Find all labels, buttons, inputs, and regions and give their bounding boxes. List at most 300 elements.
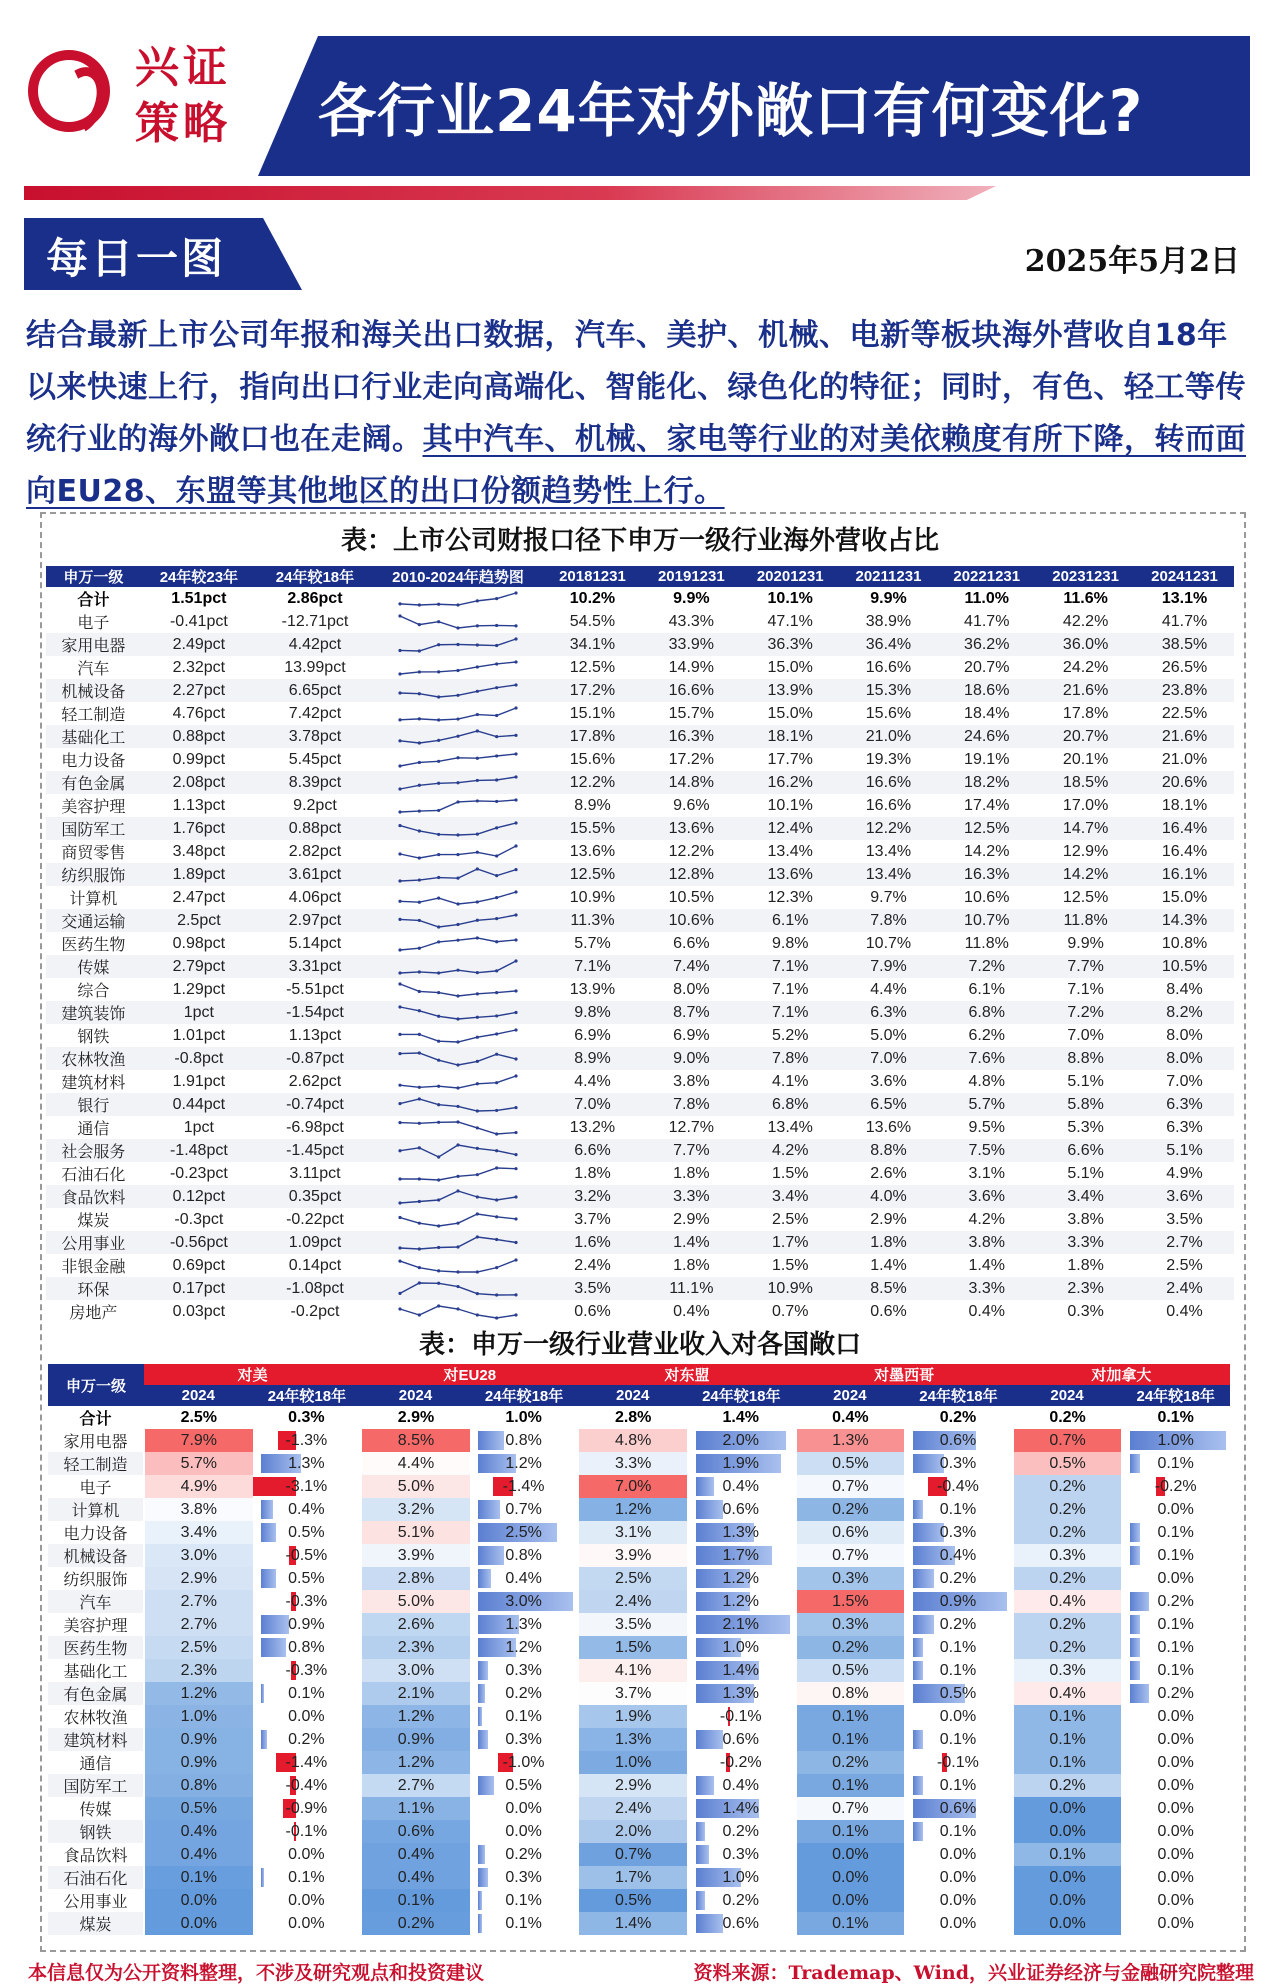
exposure-2024 [144,1682,253,1705]
sparkline-point [418,783,421,786]
sparkline-svg [398,706,518,722]
year-value: 9.6% [673,796,710,814]
trend-sparkline [373,587,543,610]
page-title: 各行业24年对外敞口有何变化? [318,77,1144,145]
change-vs-18-value: 1.0% [722,1638,759,1656]
table-row [48,1682,1230,1705]
exposure-2024-value: 0.2% [832,1638,869,1656]
exposure-2024-value: 2.9% [397,1408,435,1426]
change-vs-18-value: 0.0% [1157,1569,1194,1587]
change-vs-18-value: 0.1% [1157,1661,1194,1679]
change-vs-18-value: 0.0% [288,1914,325,1932]
exposure-2024-value: 0.1% [397,1891,435,1909]
change-vs-18: 2.62pct [288,1072,342,1090]
sparkline-svg [398,1120,518,1136]
year-value: 6.8% [937,1001,1036,1024]
change-bar [478,1546,503,1565]
exposure-2024-value: 0.2% [1049,1523,1086,1541]
year-value: 2.6% [870,1164,907,1182]
industry-name: 电力设备 [63,1526,128,1543]
trend-sparkline [373,656,543,679]
sparkline-svg [398,913,518,929]
exposure-2024 [144,1475,253,1498]
exposure-2024 [578,1521,687,1544]
table1-header-row [46,566,1234,587]
change-bar [696,1822,705,1841]
exposure-2024-value: 0.6% [397,1822,435,1840]
sparkline-point [437,1039,440,1042]
exposure-2024 [144,1889,253,1912]
sparkline-point [476,918,479,921]
sparkline-point [476,1195,479,1198]
exposure-2024 [1013,1889,1122,1912]
exposure-2024 [361,1843,470,1866]
sparkline-point [476,936,479,939]
table-row [46,909,1234,932]
year-value: 10.1% [767,589,813,607]
trend-sparkline [373,1070,543,1093]
change-vs-18: -6.98pct [286,1118,344,1136]
change-vs-23: 1.29pct [172,980,226,998]
sparkline-svg [398,729,518,745]
table-row [48,1521,1230,1544]
exposure-2024-value: 0.1% [832,1776,869,1794]
sparkline-point [514,821,517,824]
exposure-2024-value: 2.3% [180,1661,218,1679]
industry-name: 轻工制造 [61,707,126,724]
sparkline-point [514,1167,517,1170]
sparkline-line [400,823,516,835]
sparkline-point [418,1051,421,1054]
trend-sparkline [373,794,543,817]
year-value: 7.0% [543,1093,642,1116]
exposure-2024-value: 2.7% [397,1776,435,1794]
change-vs-18 [904,1452,1013,1475]
exposure-2024-value: 0.9% [180,1753,218,1771]
change-vs-18-value: 0.2% [722,1891,759,1909]
exposure-2024-value: 0.0% [1049,1914,1086,1932]
change-vs-23: 2.27pct [141,679,257,702]
year-value: 13.6% [741,863,840,886]
change-vs-18-value: 0.1% [939,1822,977,1840]
change-vs-18 [470,1475,579,1498]
exposure-2024 [578,1636,687,1659]
exposure-2024 [578,1406,687,1429]
sparkline-svg [398,1258,518,1274]
year-value: 5.1% [1135,1139,1234,1162]
exposure-2024 [144,1636,253,1659]
change-vs-18 [904,1613,1013,1636]
sub-header: 24年较18年 [253,1385,362,1406]
publish-date: 2025年5月2日 [1024,244,1240,279]
exposure-2024-value: 0.5% [614,1891,652,1909]
year-value: 10.6% [642,909,741,932]
sparkline-point [437,602,440,605]
exposure-2024 [1013,1705,1122,1728]
change-vs-18 [904,1636,1013,1659]
header [0,0,1280,190]
change-vs-18-value: -0.1% [285,1822,328,1840]
sparkline-point [456,800,459,803]
sparkline-point [514,1010,517,1013]
sparkline-point [456,717,459,720]
sparkline-point [495,1149,498,1152]
exposure-2024 [361,1659,470,1682]
exposure-2024-value: 0.4% [180,1845,218,1863]
year-value: 11.8% [964,934,1009,952]
exposure-2024 [144,1705,253,1728]
sparkline-point [514,1313,517,1316]
year-value: 34.1% [543,633,642,656]
change-vs-18-value: 0.0% [1157,1845,1194,1863]
year-value: 13.2% [569,1118,616,1136]
change-vs-18-value: -0.2% [719,1753,762,1771]
exposure-2024 [796,1774,905,1797]
exposure-2024 [578,1498,687,1521]
industry-name: 石油石化 [48,1866,144,1889]
change-vs-18: 0.35pct [257,1185,373,1208]
sparkline-point [456,1307,459,1310]
sparkline-point [495,1032,498,1035]
industry-name: 汽车 [77,661,110,678]
trend-sparkline [373,1024,543,1047]
change-vs-18 [1121,1912,1230,1935]
change-vs-18-value: 0.0% [1157,1500,1194,1518]
exposure-2024 [796,1590,905,1613]
sparkline-point [437,896,440,899]
year-value: 12.5% [569,658,616,676]
year-value: 41.7% [964,612,1010,630]
sparkline-point [398,1307,401,1310]
change-vs-18-value: 1.3% [505,1615,542,1633]
change-bar [1130,1615,1140,1634]
exposure-2024 [578,1544,687,1567]
change-vs-18 [470,1544,579,1567]
exposure-2024 [578,1866,687,1889]
change-vs-18 [1121,1567,1230,1590]
exposure-2024 [578,1452,687,1475]
exposure-2024-value: 0.3% [1049,1661,1086,1679]
table-row [48,1567,1230,1590]
change-bar [1130,1661,1140,1680]
change-vs-23: 2.47pct [172,888,226,906]
header-divider [24,186,996,200]
exposure-2024 [796,1820,905,1843]
table-row [46,587,1234,610]
exposure-2024-value: 2.9% [614,1776,652,1794]
change-vs-18 [1121,1751,1230,1774]
sparkline-svg [398,637,518,653]
sparkline-point [456,968,459,971]
industry-name: 机械设备 [48,1544,144,1567]
exposure-2024 [796,1705,905,1728]
table-row [48,1728,1230,1751]
data-source: 资料来源：Trademap、Wind，兴业证券经济与金融研究院整理 [693,1962,1254,1984]
trend-sparkline [373,610,543,633]
sparkline-svg [398,660,518,676]
change-vs-23: 1.13pct [172,796,226,814]
year-value: 17.2% [543,679,642,702]
sparkline-point [418,1009,421,1012]
sparkline-point [514,637,517,640]
change-vs-18 [687,1705,796,1728]
exposure-2024 [144,1544,253,1567]
year-value: 15.0% [767,658,813,676]
sparkline-line [400,1122,516,1134]
change-vs-18-value: 0.1% [939,1730,977,1748]
exposure-2024-value: 4.9% [180,1477,218,1495]
change-vs-18 [470,1705,579,1728]
industry-name: 家用电器 [63,1434,128,1451]
exposure-2024 [144,1590,253,1613]
change-vs-18 [470,1866,579,1889]
year-value: 15.0% [1161,888,1208,906]
year-value: 17.7% [767,750,813,768]
sparkline-point [495,643,498,646]
year-value: 6.1% [968,980,1005,998]
exposure-2024 [1013,1797,1122,1820]
change-bar [478,1661,487,1680]
trend-sparkline [373,771,543,794]
year-value: 36.3% [741,633,840,656]
change-vs-18-value: -0.2% [1154,1477,1197,1495]
exposure-2024-value: 3.8% [180,1500,218,1518]
change-bar [478,1684,484,1703]
sparkline-point [495,597,498,600]
year-value: 5.2% [771,1026,809,1044]
exposure-2024-value: 0.0% [1049,1891,1086,1909]
industry-name: 美容护理 [61,799,126,816]
sparkline-point [476,1146,479,1149]
sparkline-point [456,922,459,925]
exposure-2024 [796,1498,905,1521]
sparkline-line [400,1053,516,1065]
change-vs-18-value: 0.1% [1157,1546,1194,1564]
year-value: 5.7% [937,1093,1036,1116]
change-bar [1130,1523,1140,1542]
exposure-2024 [796,1452,905,1475]
sparkline-point [418,946,421,949]
sparkline-point [418,809,421,812]
change-vs-18 [470,1889,579,1912]
sparkline-point [495,874,498,877]
change-vs-18 [1121,1613,1230,1636]
change-vs-23: 1.91pct [172,1072,226,1090]
sparkline-point [418,670,421,673]
industry-name: 电子 [77,615,110,632]
industry-name: 钢铁 [77,1029,110,1046]
year-value: 17.8% [1062,704,1109,722]
year-value: 3.6% [937,1185,1036,1208]
year-value: 8.9% [574,796,611,814]
trend-sparkline [373,725,543,748]
table-row [46,817,1234,840]
year-value: 8.0% [1135,1047,1234,1070]
sparkline-point [495,896,498,899]
table-row [46,1162,1234,1185]
exposure-2024-value: 1.9% [614,1707,652,1725]
sparkline-point [418,1032,421,1035]
year-value: 4.4% [574,1072,611,1090]
exposure-2024 [796,1429,905,1452]
exposure-2024 [361,1774,470,1797]
change-vs-18-value: 0.0% [939,1914,977,1932]
change-vs-18-value: 1.3% [722,1523,759,1541]
sparkline-point [398,917,401,920]
year-value: 1.8% [840,1231,938,1254]
sub-header: 24年较18年 [470,1385,579,1406]
sparkline-point [495,778,498,781]
change-bar [261,1523,276,1542]
exposure-2024-value: 2.6% [397,1615,435,1633]
year-value: 19.1% [964,750,1010,768]
change-vs-18 [1121,1475,1230,1498]
change-vs-18-value: 0.1% [1157,1408,1194,1426]
exposure-2024-value: 2.3% [397,1638,435,1656]
exposure-2024 [796,1889,905,1912]
year-value: 13.1% [1161,589,1208,607]
year-value: 13.4% [767,842,813,860]
exposure-2024 [1013,1682,1122,1705]
industry-name: 农林牧渔 [46,1047,141,1070]
change-vs-18 [1121,1682,1230,1705]
sparkline-point [476,729,479,732]
exposure-2024-value: 3.2% [397,1500,435,1518]
sparkline-svg [398,1051,518,1067]
year-value: 11.8% [1036,909,1135,932]
change-vs-23: -0.8pct [141,1047,257,1070]
sparkline-point [495,799,498,802]
sparkline-point [476,1235,479,1238]
change-vs-23: 2.08pct [141,771,257,794]
exposure-2024-value: 2.9% [180,1569,218,1587]
year-value: 6.3% [1166,1118,1203,1136]
year-value: 5.3% [1067,1118,1104,1136]
exposure-2024-value: 0.3% [832,1615,869,1633]
industry-name: 家用电器 [46,633,141,656]
sparkline-point [437,875,440,878]
exposure-2024 [144,1912,253,1935]
change-vs-18-value: 1.2% [505,1454,542,1472]
change-vs-18-value: 0.9% [939,1592,977,1610]
change-vs-18: -0.87pct [257,1047,373,1070]
table-row [46,1139,1234,1162]
sparkline-point [437,1198,440,1201]
year-value: 36.0% [1036,633,1135,656]
change-vs-18: 7.42pct [288,704,342,722]
exposure-2024-value: 0.2% [832,1500,869,1518]
year-value: 17.4% [964,796,1010,814]
industry-name: 公用事业 [63,1894,128,1911]
change-bar [478,1431,503,1450]
exposure-2024-value: 5.7% [180,1454,218,1472]
year-value: 13.4% [767,1118,813,1136]
sparkline-point [495,826,498,829]
exposure-2024-value: 2.5% [614,1569,652,1587]
year-value: 10.9% [569,888,616,906]
change-vs-18-value: 0.0% [939,1868,977,1886]
change-vs-18-value: 0.1% [288,1684,325,1702]
industry-name: 国防军工 [46,817,141,840]
year-value: 18.6% [937,679,1036,702]
year-value: 1.7% [741,1231,840,1254]
year-value: 42.2% [1062,612,1109,630]
year-value: 7.9% [840,955,938,978]
table-row [48,1774,1230,1797]
sparkline-point [476,1173,479,1176]
sparkline-svg [398,1304,518,1320]
exposure-2024-value: 0.2% [1049,1477,1086,1495]
exposure-2024 [144,1820,253,1843]
year-value: 8.7% [642,1001,741,1024]
exposure-2024-value: 4.8% [614,1431,652,1449]
country-exposure-table [48,1364,1230,1935]
change-bar [478,1845,484,1864]
sparkline-point [495,940,498,943]
change-vs-18-value: 0.1% [1157,1615,1194,1633]
sparkline-svg [398,1097,518,1113]
change-vs-18-value: 3.0% [505,1592,542,1610]
sparkline-point [418,829,421,832]
change-vs-18 [253,1866,362,1889]
exposure-2024-value: 1.7% [614,1868,652,1886]
exposure-2024-value: 0.0% [832,1891,869,1909]
change-bar [1130,1638,1140,1657]
sparkline-point [456,693,459,696]
year-value: 9.5% [968,1118,1005,1136]
exposure-2024-value: 0.1% [180,1868,218,1886]
exposure-2024 [361,1567,470,1590]
table1-col-header: 20221231 [937,566,1036,587]
sparkline-point [437,925,440,928]
year-value: 3.3% [642,1185,741,1208]
year-value: 22.5% [1161,704,1208,722]
change-vs-18-value: 0.6% [722,1500,759,1518]
change-vs-18-value: 0.2% [939,1615,977,1633]
change-vs-23: 2.32pct [172,658,226,676]
table1-col-header: 20181231 [543,566,642,587]
exposure-2024 [578,1889,687,1912]
change-vs-18: 6.65pct [257,679,373,702]
change-vs-18 [470,1751,579,1774]
exposure-2024 [361,1613,470,1636]
table-row [46,1254,1234,1277]
change-vs-18-value: 0.6% [722,1730,759,1748]
year-value: 20.7% [964,658,1010,676]
sparkline-point [495,917,498,920]
exposure-2024 [361,1544,470,1567]
change-vs-18-value: -0.4% [285,1776,328,1794]
change-vs-18-value: 0.5% [939,1684,977,1702]
change-vs-18 [904,1797,1013,1820]
region-header: 对墨西哥 [796,1364,1013,1385]
table-row [46,955,1234,978]
change-vs-18 [253,1912,362,1935]
year-value: 0.4% [673,1302,710,1320]
change-vs-18-value: -0.3% [285,1661,328,1679]
change-vs-18 [1121,1498,1230,1521]
exposure-2024 [361,1498,470,1521]
sparkline-point [398,672,401,675]
change-vs-18: -1.45pct [257,1139,373,1162]
change-vs-18 [687,1429,796,1452]
year-value: 54.5% [569,612,616,630]
sparkline-point [495,623,498,626]
change-vs-18-value: 0.1% [288,1868,325,1886]
change-bar [913,1776,924,1795]
exposure-2024 [796,1475,905,1498]
year-value: 18.1% [1161,796,1208,814]
